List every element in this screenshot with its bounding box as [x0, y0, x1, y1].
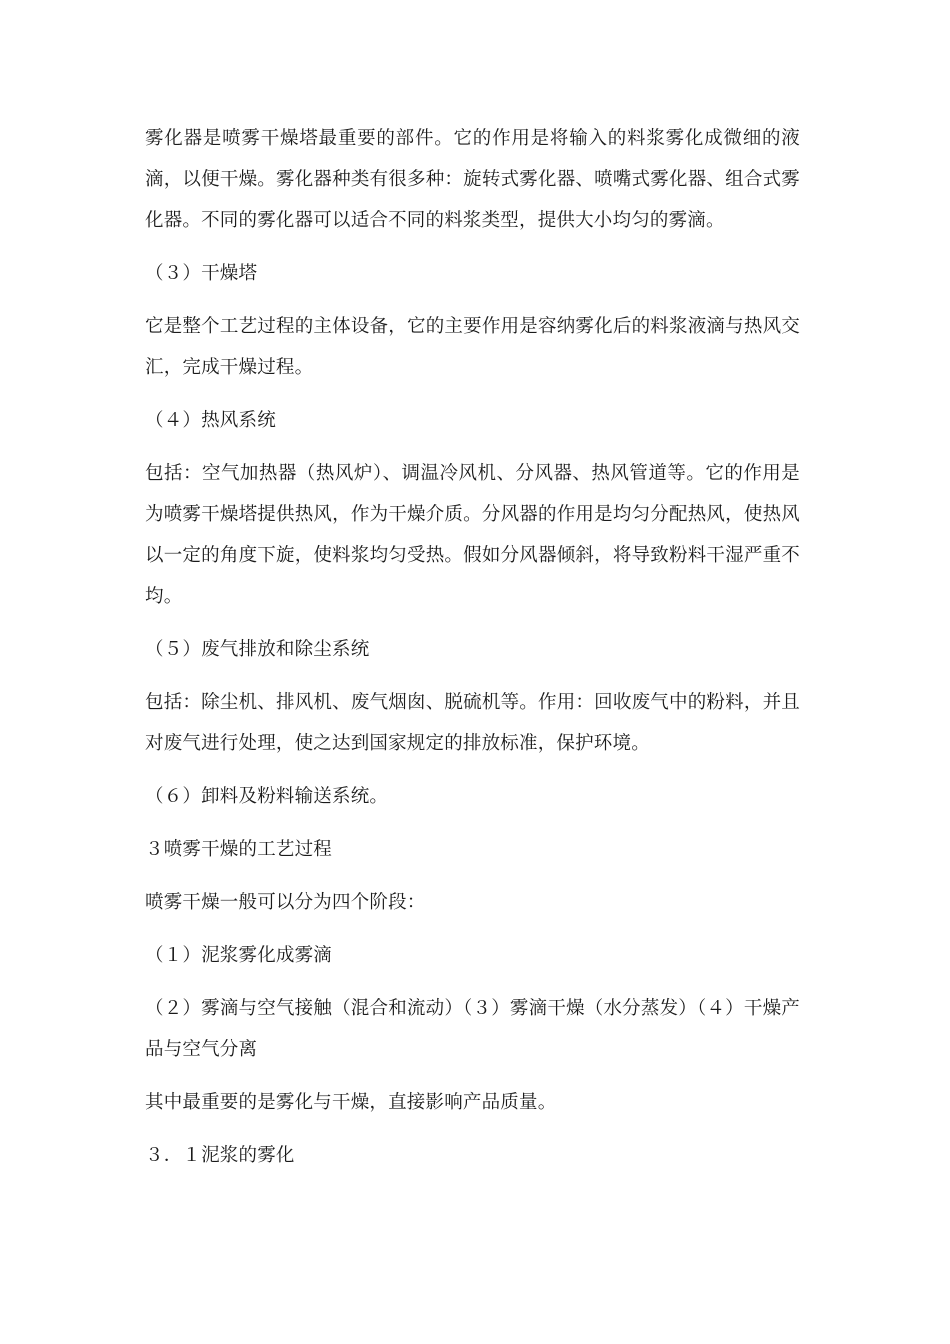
document-page — [145, 118, 800, 1188]
stage-2-3-4: （２）雾滴与空气接触（混合和流动）（３）雾滴干燥（水分蒸发）（４）干燥产品与空气分离 — [145, 998, 800, 1060]
heading-exhaust-dust-system: （５）废气排放和除尘系统 — [145, 639, 370, 660]
paragraph-atomizer: 雾化器是喷雾干燥塔最重要的部件。它的作用是将输入的料浆雾化成微细的液滴，以便干燥。雾化器种类有很多种：旋转式雾化器、喷嘴式雾化器、组合式雾化器。不同的雾化器可以适合不同的料浆类型，提供大小均匀的雾滴。 — [145, 128, 800, 231]
paragraph-hot-air-system: 包括：空气加热器（热风炉）、调温冷风机、分风器、热风管道等。它的作用是为喷雾干燥塔提供热风，作为干燥介质。分风器的作用是均匀分配热风，使热风以一定的角度下旋，使料浆均匀受热。假如分风器倾斜，将导致粉料干湿严重不均。 — [145, 463, 800, 607]
paragraph-four-stages: 喷雾干燥一般可以分为四个阶段： — [145, 892, 426, 913]
heading-slurry-atomization: ３．１泥浆的雾化 — [145, 1145, 295, 1166]
heading-discharge-conveying: （６）卸料及粉料输送系统。 — [145, 786, 389, 807]
stage-1: （１）泥浆雾化成雾滴 — [145, 945, 333, 966]
paragraph-exhaust-dust-system: 包括：除尘机、排风机、废气烟囱、脱硫机等。作用：回收废气中的粉料，并且对废气进行处理，使之达到国家规定的排放标准，保护环境。 — [145, 692, 800, 754]
heading-hot-air-system: （４）热风系统 — [145, 410, 276, 431]
paragraph-drying-tower: 它是整个工艺过程的主体设备，它的主要作用是容纳雾化后的料浆液滴与热风交汇，完成干燥过程。 — [145, 316, 800, 378]
paragraph-most-important: 其中最重要的是雾化与干燥，直接影响产品质量。 — [145, 1092, 557, 1113]
heading-drying-tower: （３）干燥塔 — [145, 263, 258, 284]
heading-process: ３喷雾干燥的工艺过程 — [145, 839, 333, 860]
